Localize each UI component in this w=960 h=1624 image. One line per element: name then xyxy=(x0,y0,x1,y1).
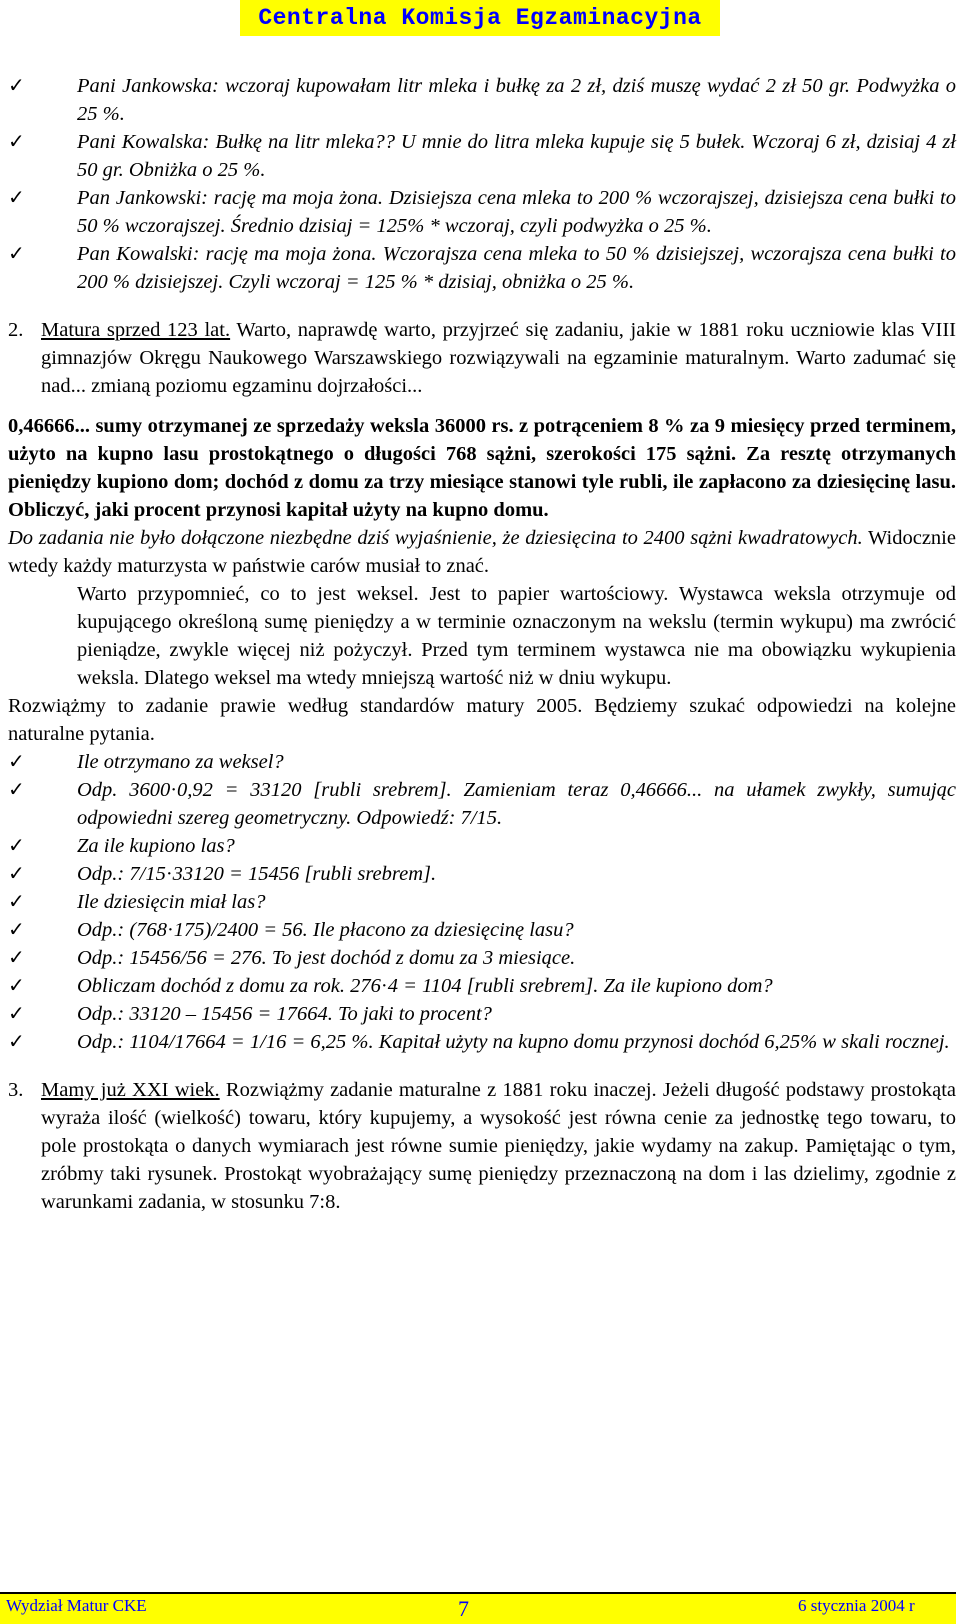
intro-checklist xyxy=(8,72,956,296)
checkmark-icon: ✓ xyxy=(8,863,25,885)
list-item xyxy=(8,944,956,972)
note-italic: Do zadania nie było dołączone niezbędne dziś wyjaśnienie, że dziesięcina to 2400 sążni kwadratowych. xyxy=(8,527,863,549)
section-2-lead xyxy=(8,316,956,400)
footer-left: Wydział Matur CKE xyxy=(6,1596,147,1615)
list-item-text: · xyxy=(166,919,174,941)
checkmark-icon: ✓ xyxy=(8,243,25,265)
checkmark-icon: ✓ xyxy=(8,891,25,913)
list-item xyxy=(8,776,956,832)
list-item-text: Za ile kupiono las? xyxy=(77,835,235,857)
list-item-text: 4 = 1104 [rubli srebrem]. Za ile kupiono dom? xyxy=(387,975,773,997)
footer-page-number: 7 xyxy=(458,1596,469,1621)
list-item-text: Ile dziesięcin miał las? xyxy=(77,891,266,913)
problem-statement xyxy=(8,412,956,524)
list-item-text: Pan Kowalski: rację ma moja żona. Wczorajsza cena mleka to 50 % dzisiejszej, wczorajsza cena bułki to 200 % dzisiejszej. Czyli wczoraj = 125 % * dzisiaj, obniżka o 25 %. xyxy=(77,243,956,293)
list-item-text: Pani Jankowska: wczoraj kupowałam litr mleka i bułkę za 2 zł, dziś muszę wydać 2 zł 50 gr. Podwyżka o 25 %. xyxy=(77,75,956,125)
list-item-text: Ile otrzymano za weksel? xyxy=(77,751,284,773)
footer-banner xyxy=(0,1592,956,1624)
list-item-text: · xyxy=(170,779,178,801)
section-2-number: 2. xyxy=(8,319,24,341)
problem-part-3: Obliczyć, jaki procent przynosi kapitał użyty na kupno domu. xyxy=(8,499,549,521)
checkmark-icon: ✓ xyxy=(8,75,25,97)
solve-intro: Rozwiążmy to zadanie prawie według standardów matury 2005. Będziemy szukać odpowiedzi na kolejne naturalne pytania. xyxy=(8,695,956,745)
checkmark-icon: ✓ xyxy=(8,947,25,969)
problem-part-2: Za resztę otrzymanych pieniędzy kupiono dom; dochód z domu za trzy miesiące stanowi tyle rubli, ile zapłacono za dziesięcinę lasu. xyxy=(8,443,956,493)
list-item-text: 33120 = 15456 [rubli srebrem]. xyxy=(172,863,437,885)
checkmark-icon: ✓ xyxy=(8,131,25,153)
weksel-paragraph: Warto przypomnieć, co to jest weksel. Jest to papier wartościowy. Wystawca weksla otrzymuje od kupującego określoną sumę pieniędzy a w terminie oznaczonym na wekslu (termin wykupu) ma zwrócić pieniądze, zwykle więcej niż pożyczył. Przed tym terminem wystawca nie ma obowiązku wykupienia weksla. Dlatego weksel ma wtedy mniejszą wartość niż w dniu wykupu. xyxy=(77,583,956,689)
checkmark-icon: ✓ xyxy=(8,919,25,941)
page-content xyxy=(8,72,956,1216)
list-item-text: Odp.: 15456/56 = 276. To jest dochód z domu za 3 miesiące. xyxy=(77,947,576,969)
section-3-text: Rozwiążmy zadanie maturalne z 1881 roku inaczej. Jeżeli długość podstawy prostokąta wyraża ilość (wielkość) towaru, który kupujemy, a wysokość jest równa cenie za jednostkę tego towaru, to pole prostokąta o danych wymiarach jest równe sumie pieniędzy, jakie wydamy na zakup. Pamiętając o tym, zróbmy taki rysunek. Prostokąt wyobrażający sumę pieniędzy przeznaczoną na dom i las dzielimy, zgodnie z warunkami zadania, w stosunku 7:8. xyxy=(41,1079,956,1213)
list-item xyxy=(8,240,956,296)
checkmark-icon: ✓ xyxy=(8,1003,25,1025)
list-item xyxy=(8,748,956,776)
section-2-intro-text: Warto, naprawdę warto, przyjrzeć się zadaniu, jakie w 1881 roku uczniowie klas VIII gimnazjów Okręgu Naukowego Warszawskiego rozwiązywali na egzaminie maturalnym. Warto zadumać się nad... zmianą poziomu egzaminu dojrzałości... xyxy=(41,319,957,397)
checkmark-icon: ✓ xyxy=(8,751,25,773)
list-item xyxy=(8,184,956,240)
list-item xyxy=(8,916,956,944)
list-item-text: Odp.: 7/15 xyxy=(77,863,166,885)
header-banner xyxy=(240,0,720,36)
problem-part-1: 0,46666... sumy otrzymanej ze sprzedaży weksla 36000 rs. z potrąceniem 8 % za 9 miesięcy przed terminem, użyto na kupno lasu prostokątnego o długości 768 sążni, szerokości 175 sążni. xyxy=(8,415,956,465)
list-item-text: Odp. 3600 xyxy=(77,779,171,801)
list-item-text: 0,92 = 33120 [rubli srebrem]. Zamieniam teraz 0,46666... na ułamek zwykły, sumując odpowiedni szereg geometryczny. Odpowiedź: 7/15. xyxy=(77,779,956,829)
section-3-lead xyxy=(8,1076,956,1216)
qa-checklist xyxy=(8,748,956,1056)
list-item xyxy=(8,1000,956,1028)
list-item-text: · xyxy=(165,863,173,885)
list-item-text: Odp.: 1104/17664 = 1/16 = 6,25 %. Kapitał użyty na kupno domu przynosi dochód 6,25% w skali rocznej. xyxy=(77,1031,950,1053)
checkmark-icon: ✓ xyxy=(8,835,25,857)
list-item xyxy=(8,1028,956,1056)
list-item-text: · xyxy=(380,975,388,997)
checkmark-icon: ✓ xyxy=(8,1031,25,1053)
list-item xyxy=(8,72,956,128)
note-rest: Widocznie wtedy każdy maturzysta w państwie carów musiał to znać. xyxy=(8,527,956,577)
list-item-text: Odp.: (768 xyxy=(77,919,167,941)
list-item-text: Odp.: 33120 – 15456 = 17664. To jaki to procent? xyxy=(77,1003,492,1025)
list-item-text: 175)/2400 = 56. Ile płacono za dziesięcinę lasu? xyxy=(173,919,574,941)
section-3-number: 3. xyxy=(8,1079,24,1101)
section-3-title: Mamy już XXI wiek. xyxy=(41,1079,220,1101)
footer-date: 6 stycznia 2004 r xyxy=(798,1596,915,1615)
section-2-title: Matura sprzed 123 lat. xyxy=(41,319,231,341)
list-item xyxy=(8,888,956,916)
checkmark-icon: ✓ xyxy=(8,975,25,997)
list-item-text: Pan Jankowski: rację ma moja żona. Dzisiejsza cena mleka to 200 % wczorajszej, dzisiejsza cena bułki to 50 % wczorajszej. Średnio dzisiaj = 125% * wczoraj, czyli podwyżka o 25 %. xyxy=(77,187,956,237)
header-title: Centralna Komisja Egzaminacyjna xyxy=(258,5,702,31)
checkmark-icon: ✓ xyxy=(8,187,25,209)
checkmark-icon: ✓ xyxy=(8,779,25,801)
list-item xyxy=(8,860,956,888)
list-item-text: Pani Kowalska: Bułkę na litr mleka?? U mnie do litra mleka kupuje się 5 bułek. Wczoraj 6 zł, dzisiaj 4 zł 50 gr. Obniżka o 25 %. xyxy=(77,131,956,181)
list-item xyxy=(8,832,956,860)
note-paragraph xyxy=(8,524,956,580)
list-item xyxy=(8,972,956,1000)
list-item xyxy=(8,128,956,184)
list-item-text: Obliczam dochód z domu za rok. 276 xyxy=(77,975,381,997)
